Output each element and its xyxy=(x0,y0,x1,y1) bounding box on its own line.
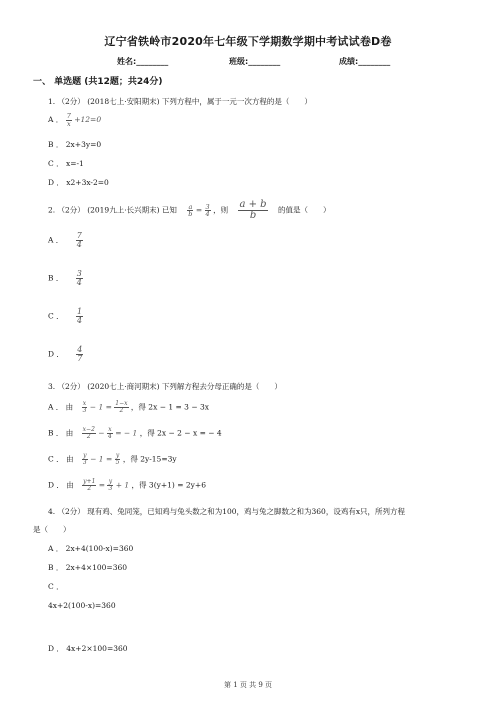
denominator: 4 xyxy=(76,278,82,287)
stem-text: 2. （2分） (2019九上·长兴期末) 已知 xyxy=(48,205,177,215)
denominator: b xyxy=(249,210,257,221)
given-fraction-left xyxy=(187,204,193,218)
numerator: 1 xyxy=(77,307,83,316)
question-2-option-b xyxy=(48,270,83,287)
denominator: 2 xyxy=(119,407,124,414)
result-text: ，得 2x − 1 = 3 − 3x xyxy=(130,402,210,412)
equals-sign: = xyxy=(195,205,203,215)
numerator: a + b xyxy=(239,199,267,210)
section-heading: 一、 单选题 (共12题；共24分) xyxy=(33,77,163,87)
option-label: A ． xyxy=(48,235,64,245)
equation-rest: +12=0 xyxy=(74,115,102,124)
result-text: ，得 3(y+1) = 2y+6 xyxy=(131,480,206,490)
operator: = − 1 xyxy=(115,428,138,438)
fraction xyxy=(76,308,83,325)
numerator: 3 xyxy=(205,202,210,211)
result-text: ，得 2x − 2 − x = − 4 xyxy=(139,428,222,438)
page-footer: 第 1 页 共 9 页 xyxy=(223,681,273,689)
operator: − 1 = xyxy=(89,402,112,412)
fraction xyxy=(107,479,113,492)
stem-text: 的值是（ ） xyxy=(277,205,331,215)
fraction xyxy=(115,453,121,466)
class-field-label: 班级:________ xyxy=(229,57,281,66)
question-1-option-b: B ． 2x+3y=0 xyxy=(48,140,102,149)
question-4-option-c-body: 4x+2(100-x)=360 xyxy=(48,601,116,610)
score-field-label: 成绩:________ xyxy=(339,57,391,66)
numerator: 7 xyxy=(66,112,71,120)
denominator: 3 xyxy=(82,459,87,466)
fraction xyxy=(82,427,96,440)
numerator: a xyxy=(188,202,193,211)
question-2-option-c xyxy=(48,308,83,325)
numerator: x−2 xyxy=(82,426,95,433)
question-1-stem: 1. （2分） (2018七上·安阳期末) 下列方程中，属于一元一次方程的是（ ） xyxy=(48,97,312,106)
denominator: 4 xyxy=(77,316,83,325)
fraction xyxy=(114,401,128,414)
denominator: 4 xyxy=(107,433,112,440)
fraction xyxy=(82,479,96,492)
result-text: ，得 2y-15=3y xyxy=(122,454,177,464)
fraction xyxy=(76,346,83,363)
question-2-option-d xyxy=(48,346,83,363)
page-title: 辽宁省铁岭市2020年七年级下学期数学期中考试试卷D卷 xyxy=(104,35,392,48)
option-label: D ． 由 xyxy=(48,480,74,490)
operator: − 1 = xyxy=(90,454,113,464)
numerator: 1−x xyxy=(115,400,128,407)
question-3-stem: 3. （2分） (2020七上·商河期末) 下列解方程去分母正确的是（ ） xyxy=(48,382,282,391)
numerator: y+1 xyxy=(83,478,96,485)
numerator: y xyxy=(115,452,120,459)
denominator: 5 xyxy=(115,459,120,466)
question-4-stem-line-2: 是（ ） xyxy=(33,525,71,534)
fraction xyxy=(76,270,83,287)
denominator: 3 xyxy=(82,407,87,414)
question-3-option-b xyxy=(48,427,222,440)
operator: + 1 xyxy=(115,480,130,490)
question-1-option-d: D ． x2+3x-2=0 xyxy=(48,178,109,187)
fraction xyxy=(76,232,83,249)
question-4-stem-line-1: 4. （2分） 现有鸡、兔同笼，已知鸡与兔头数之和为100，鸡与兔之脚数之和为360，设鸡有x只，所列方程 xyxy=(48,507,406,516)
option-label: C ． 由 xyxy=(48,454,74,464)
denominator: 2 xyxy=(87,485,92,492)
numerator: 4 xyxy=(77,345,83,354)
option-label: D ． xyxy=(48,349,64,359)
question-2-stem xyxy=(48,200,330,221)
question-1-option-a xyxy=(48,113,101,127)
numerator: y xyxy=(83,452,87,459)
given-fraction-right xyxy=(205,204,211,218)
option-label: B ． 由 xyxy=(48,428,74,438)
question-3-option-a xyxy=(48,401,209,414)
question-3-option-c xyxy=(48,453,177,466)
numerator: y xyxy=(108,478,113,485)
numerator: 7 xyxy=(76,231,82,240)
fraction xyxy=(82,401,88,414)
denominator: 4 xyxy=(76,240,82,249)
question-1-option-c: C ． x=-1 xyxy=(48,159,84,168)
option-label: A ． xyxy=(48,115,64,124)
fraction xyxy=(82,453,88,466)
numerator: x xyxy=(108,426,112,433)
numerator: 3 xyxy=(76,269,82,278)
question-3-option-d xyxy=(48,479,206,492)
fraction xyxy=(66,113,72,127)
denominator: x xyxy=(66,119,71,128)
operator: = xyxy=(98,480,106,490)
option-label: C ． xyxy=(48,311,64,321)
numerator: x xyxy=(82,400,87,407)
denominator: 7 xyxy=(77,354,83,363)
denominator: 3 xyxy=(108,485,113,492)
target-fraction xyxy=(238,200,267,221)
denominator: b xyxy=(188,210,193,218)
question-4-option-d: D ． 4x+2×100=360 xyxy=(48,644,128,653)
question-2-option-a xyxy=(48,232,83,249)
stem-text: ，则 xyxy=(213,205,229,215)
option-label: B ． xyxy=(48,273,64,283)
question-4-option-b: B ． 2x+4×100=360 xyxy=(48,563,128,572)
fraction xyxy=(107,427,113,440)
operator: − xyxy=(98,428,105,438)
denominator: 4 xyxy=(205,210,210,218)
question-4-option-c: C ． xyxy=(48,582,64,591)
option-label: A ． 由 xyxy=(48,402,74,412)
name-field-label: 姓名:________ xyxy=(117,57,169,66)
question-4-option-a: A ． 2x+4(100-x)=360 xyxy=(48,544,134,553)
denominator: 2 xyxy=(86,433,91,440)
